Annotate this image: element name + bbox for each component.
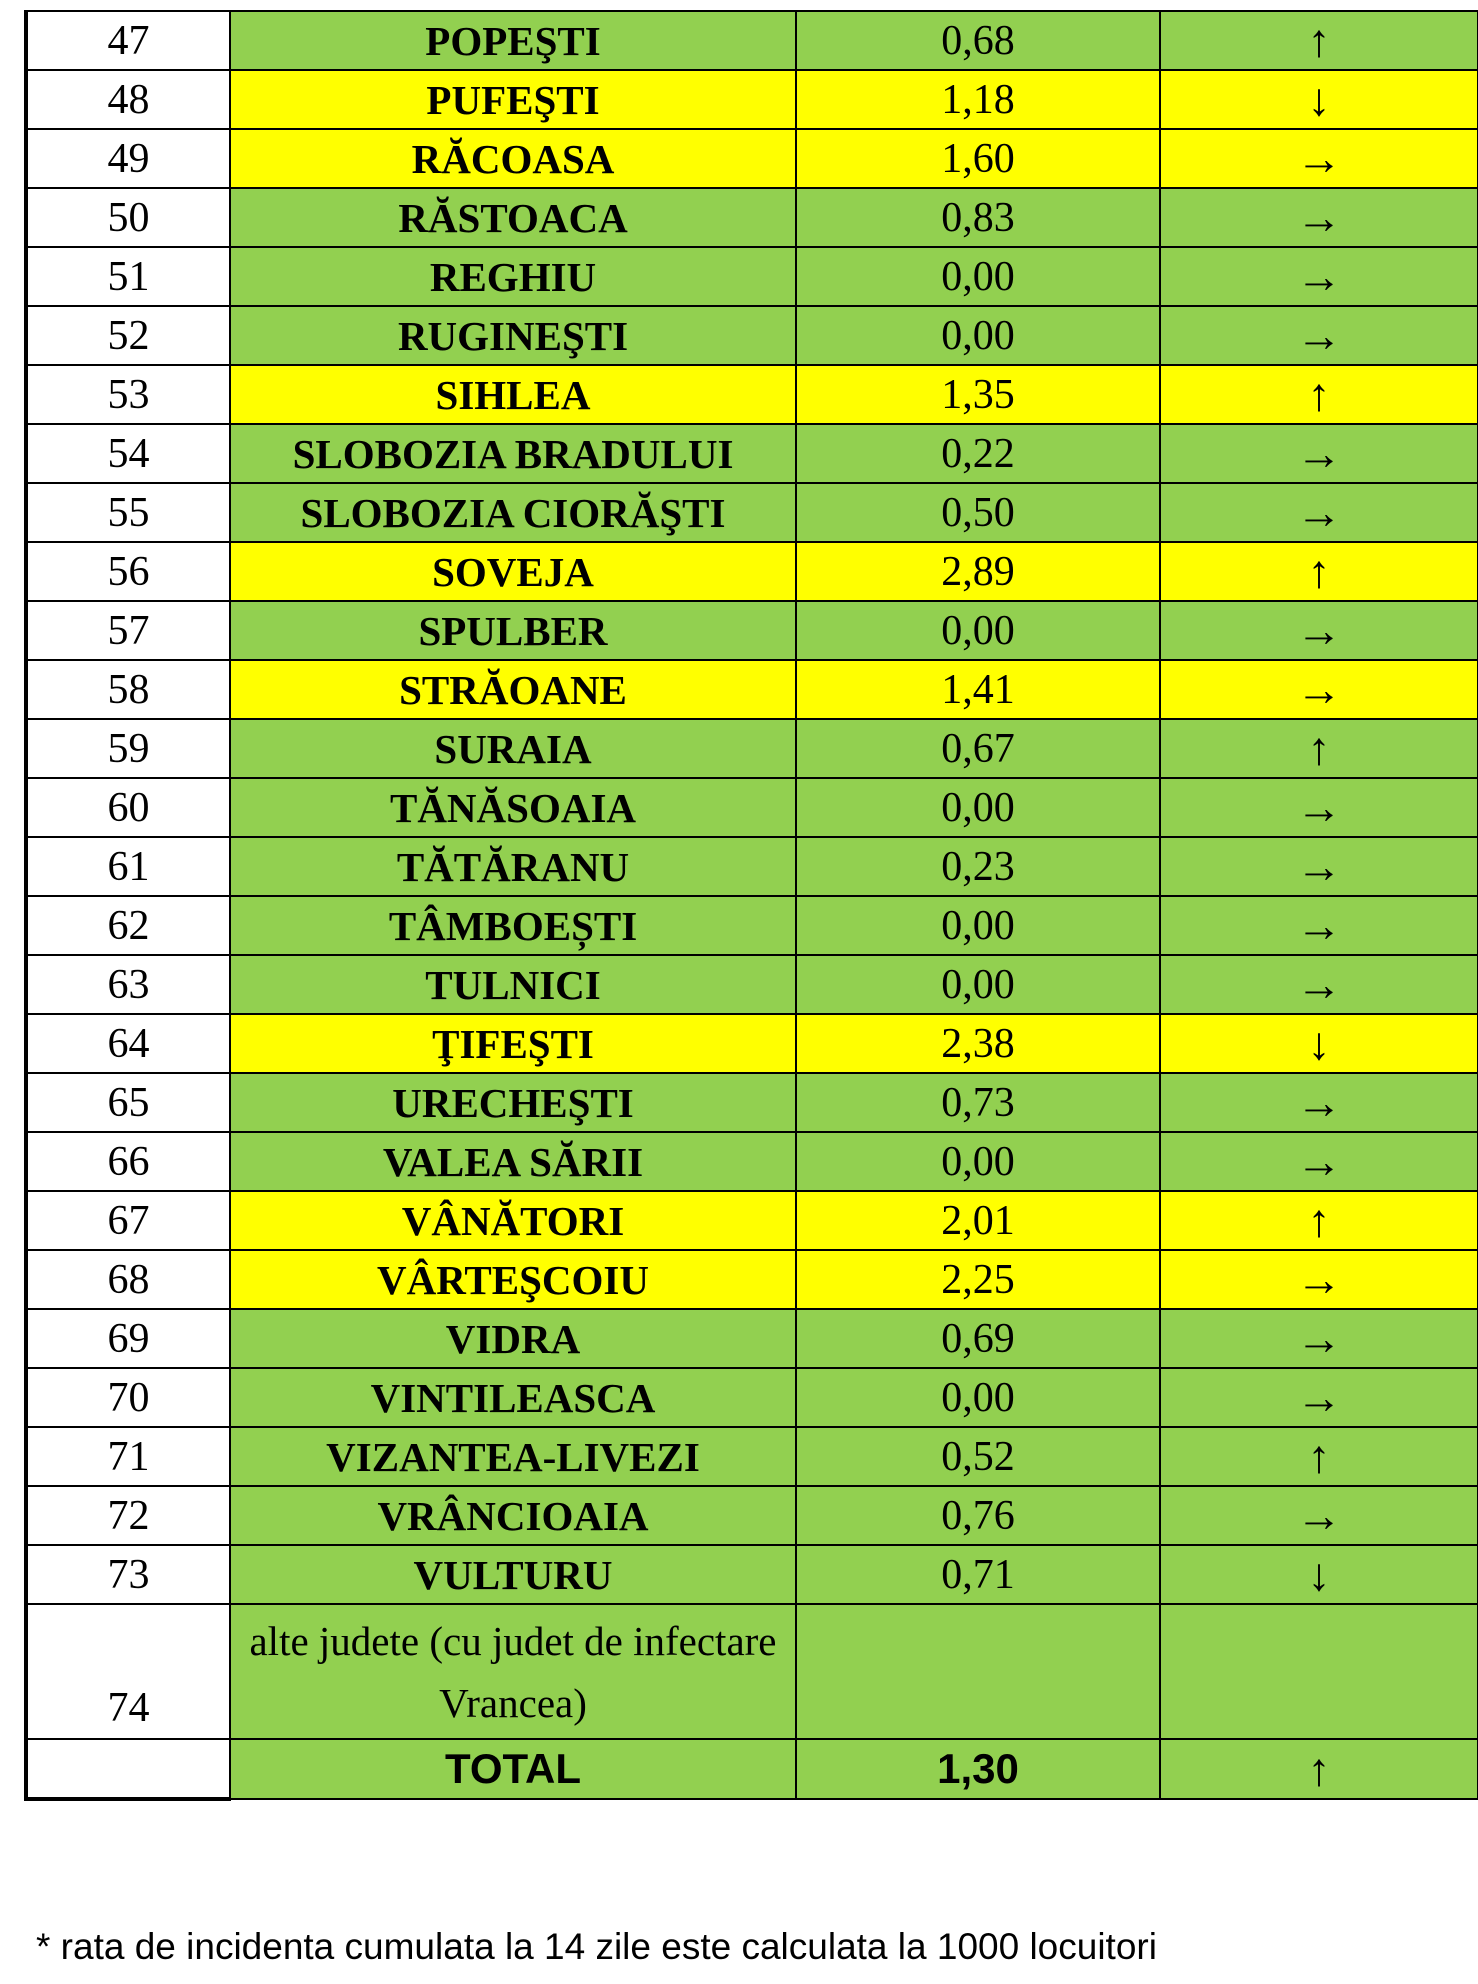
- table-row: [26, 188, 1478, 247]
- incidence-rate: 0,69: [796, 1309, 1160, 1368]
- total-label: TOTAL: [230, 1739, 796, 1799]
- incidence-rate: 0,76: [796, 1486, 1160, 1545]
- row-number: 68: [26, 1250, 230, 1309]
- trend-arrow: ↑: [1160, 365, 1478, 424]
- trend-arrow: ↓: [1160, 70, 1478, 129]
- table-footer-rows: [26, 1604, 1478, 1799]
- trend-arrow: →: [1160, 306, 1478, 365]
- locality-name: PUFEŞTI: [230, 70, 796, 129]
- table-row: [26, 1014, 1478, 1073]
- incidence-rate: 1,60: [796, 129, 1160, 188]
- incidence-table-wrapper: [24, 10, 1476, 1801]
- other-counties-row: [26, 1604, 1478, 1739]
- locality-name: POPEŞTI: [230, 11, 796, 70]
- table-row: [26, 483, 1478, 542]
- row-number: 71: [26, 1427, 230, 1486]
- locality-name: SIHLEA: [230, 365, 796, 424]
- trend-arrow: ↑: [1160, 719, 1478, 778]
- total-trend-arrow: ↑: [1160, 1739, 1478, 1799]
- incidence-rate: 0,23: [796, 837, 1160, 896]
- locality-name: VÂNĂTORI: [230, 1191, 796, 1250]
- total-rate: 1,30: [796, 1739, 1160, 1799]
- row-number: 56: [26, 542, 230, 601]
- table-row: [26, 601, 1478, 660]
- row-number: 50: [26, 188, 230, 247]
- trend-arrow: →: [1160, 1132, 1478, 1191]
- row-number: 73: [26, 1545, 230, 1604]
- table-row: [26, 1250, 1478, 1309]
- trend-arrow: ↑: [1160, 1191, 1478, 1250]
- table-row: [26, 365, 1478, 424]
- locality-name: VIZANTEA-LIVEZI: [230, 1427, 796, 1486]
- row-number: 57: [26, 601, 230, 660]
- trend-arrow: ↓: [1160, 1014, 1478, 1073]
- table-row: [26, 1427, 1478, 1486]
- total-row: [26, 1739, 1478, 1799]
- row-number: 48: [26, 70, 230, 129]
- table-row: [26, 896, 1478, 955]
- locality-name: URECHEŞTI: [230, 1073, 796, 1132]
- locality-name: alte judete (cu judet de infectare Vrancea): [230, 1604, 796, 1739]
- trend-arrow: →: [1160, 1073, 1478, 1132]
- trend-arrow: →: [1160, 1486, 1478, 1545]
- row-number: 70: [26, 1368, 230, 1427]
- locality-name: SLOBOZIA BRADULUI: [230, 424, 796, 483]
- row-number: 61: [26, 837, 230, 896]
- incidence-rate: 0,22: [796, 424, 1160, 483]
- table-body: [26, 11, 1478, 1604]
- trend-arrow: →: [1160, 129, 1478, 188]
- incidence-rate: 0,00: [796, 896, 1160, 955]
- row-number: 65: [26, 1073, 230, 1132]
- trend-arrow: →: [1160, 896, 1478, 955]
- table-row: [26, 1073, 1478, 1132]
- incidence-rate: 2,25: [796, 1250, 1160, 1309]
- locality-name: VIDRA: [230, 1309, 796, 1368]
- table-row: [26, 837, 1478, 896]
- trend-arrow: →: [1160, 1368, 1478, 1427]
- trend-arrow: [1160, 1604, 1478, 1739]
- row-number: 64: [26, 1014, 230, 1073]
- incidence-rate: 0,00: [796, 955, 1160, 1014]
- incidence-rate: 0,73: [796, 1073, 1160, 1132]
- row-number: 59: [26, 719, 230, 778]
- table-row: [26, 1309, 1478, 1368]
- table-row: [26, 542, 1478, 601]
- trend-arrow: →: [1160, 837, 1478, 896]
- trend-arrow: →: [1160, 955, 1478, 1014]
- incidence-rate: 1,35: [796, 365, 1160, 424]
- row-number: 69: [26, 1309, 230, 1368]
- row-number: 51: [26, 247, 230, 306]
- trend-arrow: ↓: [1160, 1545, 1478, 1604]
- row-number: 72: [26, 1486, 230, 1545]
- locality-name: TULNICI: [230, 955, 796, 1014]
- table-row: [26, 11, 1478, 70]
- incidence-rate: 0,68: [796, 11, 1160, 70]
- incidence-rate: 1,41: [796, 660, 1160, 719]
- table-row: [26, 1486, 1478, 1545]
- table-row: [26, 424, 1478, 483]
- row-number: 66: [26, 1132, 230, 1191]
- locality-name: VULTURU: [230, 1545, 796, 1604]
- trend-arrow: →: [1160, 188, 1478, 247]
- row-number: 49: [26, 129, 230, 188]
- incidence-rate: 0,00: [796, 306, 1160, 365]
- incidence-rate: [796, 1604, 1160, 1739]
- row-number: 74: [26, 1604, 230, 1739]
- trend-arrow: ↑: [1160, 1427, 1478, 1486]
- trend-arrow: →: [1160, 424, 1478, 483]
- incidence-rate: 0,00: [796, 778, 1160, 837]
- table-row: [26, 719, 1478, 778]
- locality-name: SOVEJA: [230, 542, 796, 601]
- table-row: [26, 306, 1478, 365]
- table-row: [26, 1191, 1478, 1250]
- locality-name: VRÂNCIOAIA: [230, 1486, 796, 1545]
- locality-name: TĂNĂSOAIA: [230, 778, 796, 837]
- locality-name: VINTILEASCA: [230, 1368, 796, 1427]
- locality-name: TĂTĂRANU: [230, 837, 796, 896]
- locality-name: TÂMBOEȘTI: [230, 896, 796, 955]
- incidence-rate: 2,01: [796, 1191, 1160, 1250]
- incidence-rate: 0,00: [796, 601, 1160, 660]
- incidence-rate: 0,67: [796, 719, 1160, 778]
- table-row: [26, 1368, 1478, 1427]
- incidence-table: [24, 10, 1478, 1801]
- row-number: [26, 1739, 230, 1799]
- incidence-rate: 0,71: [796, 1545, 1160, 1604]
- trend-arrow: →: [1160, 247, 1478, 306]
- incidence-rate: 2,38: [796, 1014, 1160, 1073]
- row-number: 53: [26, 365, 230, 424]
- trend-arrow: →: [1160, 601, 1478, 660]
- incidence-rate: 0,50: [796, 483, 1160, 542]
- locality-name: SPULBER: [230, 601, 796, 660]
- locality-name: RUGINEŞTI: [230, 306, 796, 365]
- trend-arrow: ↑: [1160, 11, 1478, 70]
- incidence-rate: 0,00: [796, 247, 1160, 306]
- row-number: 62: [26, 896, 230, 955]
- incidence-rate: 2,89: [796, 542, 1160, 601]
- trend-arrow: →: [1160, 483, 1478, 542]
- locality-name: RĂCOASA: [230, 129, 796, 188]
- row-number: 54: [26, 424, 230, 483]
- locality-name: STRĂOANE: [230, 660, 796, 719]
- row-number: 58: [26, 660, 230, 719]
- footnote: * rata de incidenta cumulata la 14 zile este calculata la 1000 locuitori: [36, 1926, 1157, 1967]
- row-number: 63: [26, 955, 230, 1014]
- trend-arrow: →: [1160, 660, 1478, 719]
- incidence-rate: 0,00: [796, 1368, 1160, 1427]
- trend-arrow: →: [1160, 778, 1478, 837]
- table-row: [26, 955, 1478, 1014]
- table-row: [26, 660, 1478, 719]
- row-number: 67: [26, 1191, 230, 1250]
- table-row: [26, 778, 1478, 837]
- table-row: [26, 247, 1478, 306]
- locality-name: SURAIA: [230, 719, 796, 778]
- incidence-rate: 0,00: [796, 1132, 1160, 1191]
- locality-name: RĂSTOACA: [230, 188, 796, 247]
- locality-name: REGHIU: [230, 247, 796, 306]
- locality-name: SLOBOZIA CIORĂŞTI: [230, 483, 796, 542]
- trend-arrow: →: [1160, 1250, 1478, 1309]
- row-number: 55: [26, 483, 230, 542]
- table-row: [26, 1132, 1478, 1191]
- table-row: [26, 70, 1478, 129]
- locality-name: VALEA SĂRII: [230, 1132, 796, 1191]
- trend-arrow: →: [1160, 1309, 1478, 1368]
- table-row: [26, 129, 1478, 188]
- incidence-rate: 0,52: [796, 1427, 1160, 1486]
- trend-arrow: ↑: [1160, 542, 1478, 601]
- locality-name: ŢIFEŞTI: [230, 1014, 796, 1073]
- row-number: 60: [26, 778, 230, 837]
- incidence-rate: 0,83: [796, 188, 1160, 247]
- locality-name: VÂRTEŞCOIU: [230, 1250, 796, 1309]
- incidence-rate: 1,18: [796, 70, 1160, 129]
- table-row: [26, 1545, 1478, 1604]
- row-number: 47: [26, 11, 230, 70]
- row-number: 52: [26, 306, 230, 365]
